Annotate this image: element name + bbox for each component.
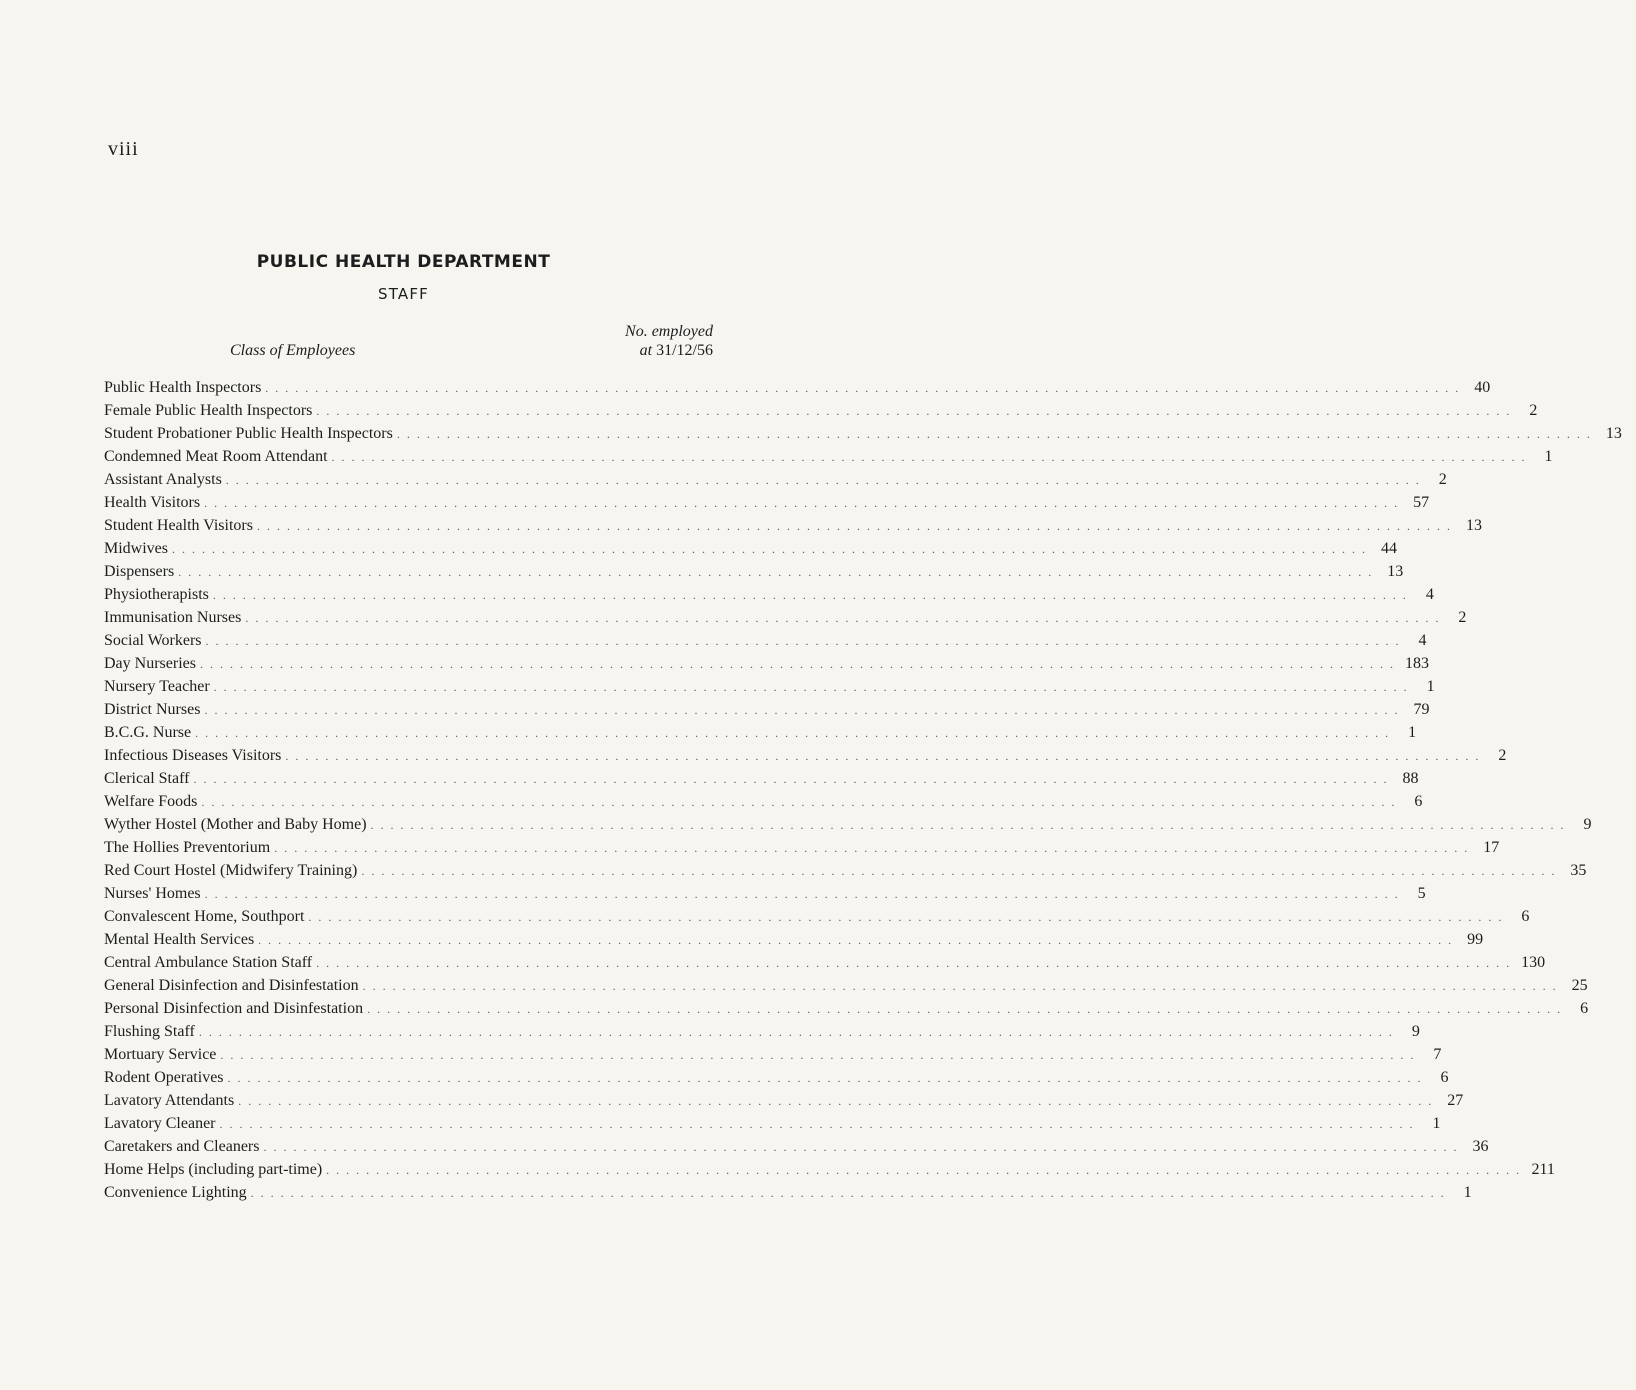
dot-leader: . . . . . . . . . . . . . . . . . . . . . . . . . . . . . . . . . . . . . . . . . . . . . . . . . . . . . . . . . . . . . . . . . . . . . . . . . . . . . . . . . . . . . . . . . . . . . . . . . . . . . . . . . . . . . . . . . . . . . . . .	[204, 703, 1400, 717]
staff-row	[104, 997, 1589, 1020]
dot-leader: . . . . . . . . . . . . . . . . . . . . . . . . . . . . . . . . . . . . . . . . . . . . . . . . . . . . . . . . . . . . . . . . . . . . . . . . . . . . . . . . . . . . . . . . . . . . . . . . . . . . . . . . . . . . . . . . . . . . . . . .	[331, 450, 1527, 464]
count-column-header-at: at	[639, 342, 653, 359]
staff-row	[104, 859, 1587, 882]
staff-class-label: Assistant Analysts	[104, 468, 226, 491]
staff-count: 6	[1580, 1000, 1589, 1017]
staff-row	[104, 1112, 1441, 1135]
staff-class-label: Health Visitors	[104, 491, 204, 514]
staff-count: 35	[1570, 862, 1587, 879]
staff-count: 40	[1474, 379, 1491, 396]
staff-row	[104, 376, 1491, 399]
staff-count: 1	[1432, 1115, 1441, 1132]
staff-count: 88	[1402, 770, 1419, 787]
staff-count: 2	[1498, 747, 1507, 764]
staff-row	[104, 744, 1507, 767]
dot-leader: . . . . . . . . . . . . . . . . . . . . . . . . . . . . . . . . . . . . . . . . . . . . . . . . . . . . . . . . . . . . . . . . . . . . . . . . . . . . . . . . . . . . . . . . . . . . . . . . . . . . . . . . . . . . . . . . . . . . . . . .	[225, 473, 1421, 487]
staff-count: 13	[1387, 563, 1404, 580]
staff-row	[104, 974, 1588, 997]
staff-class-label: Flushing Staff	[104, 1020, 199, 1043]
dot-leader: . . . . . . . . . . . . . . . . . . . . . . . . . . . . . . . . . . . . . . . . . . . . . . . . . . . . . . . . . . . . . . . . . . . . . . . . . . . . . . . . . . . . . . . . . . . . . . . . . . . . . . . . . . . . . . . . . . . . . . . .	[316, 956, 1512, 970]
count-column-header-line1: No. employed	[625, 323, 713, 340]
staff-count: 1	[1426, 678, 1435, 695]
dot-leader: . . . . . . . . . . . . . . . . . . . . . . . . . . . . . . . . . . . . . . . . . . . . . . . . . . . . . . . . . . . . . . . . . . . . . . . . . . . . . . . . . . . . . . . . . . . . . . . . . . . . . . . . . . . . . . . . . . . . . . . .	[193, 772, 1389, 786]
dot-leader: . . . . . . . . . . . . . . . . . . . . . . . . . . . . . . . . . . . . . . . . . . . . . . . . . . . . . . . . . . . . . . . . . . . . . . . . . . . . . . . . . . . . . . . . . . . . . . . . . . . . . . . . . . . . . . . . . . . . . . . .	[274, 841, 1470, 855]
staff-row	[104, 1020, 1420, 1043]
staff-count: 130	[1521, 954, 1546, 971]
staff-count: 2	[1438, 471, 1447, 488]
staff-class-label: Lavatory Attendants	[104, 1089, 238, 1112]
count-column-header-line2	[640, 342, 713, 360]
staff-class-label: Convenience Lighting	[104, 1181, 251, 1204]
staff-class-label: Immunisation Nurses	[104, 606, 245, 629]
staff-class-label: Infectious Diseases Visitors	[104, 744, 285, 767]
dot-leader: . . . . . . . . . . . . . . . . . . . . . . . . . . . . . . . . . . . . . . . . . . . . . . . . . . . . . . . . . . . . . . . . . . . . . . . . . . . . . . . . . . . . . . . . . . . . . . . . . . . . . . . . . . . . . . . . . . . . . . . .	[285, 749, 1481, 763]
dot-leader: . . . . . . . . . . . . . . . . . . . . . . . . . . . . . . . . . . . . . . . . . . . . . . . . . . . . . . . . . . . . . . . . . . . . . . . . . . . . . . . . . . . . . . . . . . . . . . . . . . . . . . . . . . . . . . . . . . . . . . . .	[265, 381, 1461, 395]
section-subtitle: STAFF	[377, 285, 430, 303]
staff-list	[104, 376, 1622, 1204]
dot-leader: . . . . . . . . . . . . . . . . . . . . . . . . . . . . . . . . . . . . . . . . . . . . . . . . . . . . . . . . . . . . . . . . . . . . . . . . . . . . . . . . . . . . . . . . . . . . . . . . . . . . . . . . . . . . . . . . . . . . . . . .	[316, 404, 1512, 418]
dot-leader: . . . . . . . . . . . . . . . . . . . . . . . . . . . . . . . . . . . . . . . . . . . . . . . . . . . . . . . . . . . . . . . . . . . . . . . . . . . . . . . . . . . . . . . . . . . . . . . . . . . . . . . . . . . . . . . . . . . . . . . .	[370, 818, 1566, 832]
staff-count: 99	[1467, 931, 1484, 948]
staff-row	[104, 445, 1553, 468]
staff-row	[104, 399, 1538, 422]
staff-class-label: Physiotherapists	[104, 583, 213, 606]
dot-leader: . . . . . . . . . . . . . . . . . . . . . . . . . . . . . . . . . . . . . . . . . . . . . . . . . . . . . . . . . . . . . . . . . . . . . . . . . . . . . . . . . . . . . . . . . . . . . . . . . . . . . . . . . . . . . . . . . . . . . . . .	[396, 427, 1592, 441]
dot-leader: . . . . . . . . . . . . . . . . . . . . . . . . . . . . . . . . . . . . . . . . . . . . . . . . . . . . . . . . . . . . . . . . . . . . . . . . . . . . . . . . . . . . . . . . . . . . . . . . . . . . . . . . . . . . . . . . . . . . . . . .	[326, 1163, 1522, 1177]
staff-count: 6	[1440, 1069, 1449, 1086]
staff-count: 2	[1458, 609, 1467, 626]
staff-row	[104, 882, 1426, 905]
staff-class-label: Nurses' Homes	[104, 882, 205, 905]
staff-count: 4	[1425, 586, 1434, 603]
dot-leader: . . . . . . . . . . . . . . . . . . . . . . . . . . . . . . . . . . . . . . . . . . . . . . . . . . . . . . . . . . . . . . . . . . . . . . . . . . . . . . . . . . . . . . . . . . . . . . . . . . . . . . . . . . . . . . . . . . . . . . . .	[256, 519, 1452, 533]
staff-class-label: The Hollies Preventorium	[104, 836, 274, 859]
staff-class-label: Central Ambulance Station Staff	[104, 951, 316, 974]
dot-leader: . . . . . . . . . . . . . . . . . . . . . . . . . . . . . . . . . . . . . . . . . . . . . . . . . . . . . . . . . . . . . . . . . . . . . . . . . . . . . . . . . . . . . . . . . . . . . . . . . . . . . . . . . . . . . . . . . . . . . . . .	[308, 910, 1504, 924]
dot-leader: . . . . . . . . . . . . . . . . . . . . . . . . . . . . . . . . . . . . . . . . . . . . . . . . . . . . . . . . . . . . . . . . . . . . . . . . . . . . . . . . . . . . . . . . . . . . . . . . . . . . . . . . . . . . . . . . . . . . . . . .	[205, 634, 1401, 648]
staff-class-label: Personal Disinfection and Disinfestation	[104, 997, 367, 1020]
staff-row	[104, 1043, 1442, 1066]
staff-row	[104, 1135, 1489, 1158]
dot-leader: . . . . . . . . . . . . . . . . . . . . . . . . . . . . . . . . . . . . . . . . . . . . . . . . . . . . . . . . . . . . . . . . . . . . . . . . . . . . . . . . . . . . . . . . . . . . . . . . . . . . . . . . . . . . . . . . . . . . . . . .	[220, 1048, 1416, 1062]
staff-class-label: B.C.G. Nurse	[104, 721, 195, 744]
staff-class-label: Mental Health Services	[104, 928, 258, 951]
staff-row	[104, 1181, 1472, 1204]
staff-count: 7	[1433, 1046, 1442, 1063]
staff-class-label: Wyther Hostel (Mother and Baby Home)	[104, 813, 371, 836]
staff-class-label: Student Health Visitors	[104, 514, 257, 537]
page-number: viii	[108, 138, 139, 160]
dot-leader: . . . . . . . . . . . . . . . . . . . . . . . . . . . . . . . . . . . . . . . . . . . . . . . . . . . . . . . . . . . . . . . . . . . . . . . . . . . . . . . . . . . . . . . . . . . . . . . . . . . . . . . . . . . . . . . . . . . . . . . .	[245, 611, 1441, 625]
staff-row	[104, 606, 1467, 629]
staff-class-label: Day Nurseries	[104, 652, 200, 675]
staff-row	[104, 422, 1622, 445]
dot-leader: . . . . . . . . . . . . . . . . . . . . . . . . . . . . . . . . . . . . . . . . . . . . . . . . . . . . . . . . . . . . . . . . . . . . . . . . . . . . . . . . . . . . . . . . . . . . . . . . . . . . . . . . . . . . . . . . . . . . . . . .	[258, 933, 1454, 947]
staff-count: 1	[1408, 724, 1417, 741]
staff-count: 1	[1463, 1184, 1472, 1201]
staff-row	[104, 652, 1429, 675]
dot-leader: . . . . . . . . . . . . . . . . . . . . . . . . . . . . . . . . . . . . . . . . . . . . . . . . . . . . . . . . . . . . . . . . . . . . . . . . . . . . . . . . . . . . . . . . . . . . . . . . . . . . . . . . . . . . . . . . . . . . . . . .	[250, 1186, 1446, 1200]
staff-count: 2	[1529, 402, 1538, 419]
dot-leader: . . . . . . . . . . . . . . . . . . . . . . . . . . . . . . . . . . . . . . . . . . . . . . . . . . . . . . . . . . . . . . . . . . . . . . . . . . . . . . . . . . . . . . . . . . . . . . . . . . . . . . . . . . . . . . . . . . . . . . . .	[219, 1117, 1415, 1131]
staff-class-label: District Nurses	[104, 698, 204, 721]
staff-count: 6	[1414, 793, 1423, 810]
staff-count: 27	[1447, 1092, 1464, 1109]
dot-leader: . . . . . . . . . . . . . . . . . . . . . . . . . . . . . . . . . . . . . . . . . . . . . . . . . . . . . . . . . . . . . . . . . . . . . . . . . . . . . . . . . . . . . . . . . . . . . . . . . . . . . . . . . . . . . . . . . . . . . . . .	[199, 657, 1395, 671]
staff-row	[104, 905, 1530, 928]
staff-class-label: Clerical Staff	[104, 767, 193, 790]
staff-count: 1	[1544, 448, 1553, 465]
staff-class-label: Red Court Hostel (Midwifery Training)	[104, 859, 361, 882]
staff-row	[104, 1158, 1555, 1181]
dot-leader: . . . . . . . . . . . . . . . . . . . . . . . . . . . . . . . . . . . . . . . . . . . . . . . . . . . . . . . . . . . . . . . . . . . . . . . . . . . . . . . . . . . . . . . . . . . . . . . . . . . . . . . . . . . . . . . . . . . . . . . .	[361, 864, 1557, 878]
staff-row	[104, 790, 1423, 813]
staff-row	[104, 698, 1430, 721]
staff-row	[104, 560, 1404, 583]
staff-count: 4	[1418, 632, 1427, 649]
staff-count: 17	[1483, 839, 1500, 856]
staff-count: 57	[1413, 494, 1430, 511]
dot-leader: . . . . . . . . . . . . . . . . . . . . . . . . . . . . . . . . . . . . . . . . . . . . . . . . . . . . . . . . . . . . . . . . . . . . . . . . . . . . . . . . . . . . . . . . . . . . . . . . . . . . . . . . . . . . . . . . . . . . . . . .	[204, 887, 1400, 901]
staff-count: 79	[1413, 701, 1430, 718]
staff-row	[104, 514, 1482, 537]
staff-count: 6	[1521, 908, 1530, 925]
staff-row	[104, 721, 1417, 744]
dot-leader: . . . . . . . . . . . . . . . . . . . . . . . . . . . . . . . . . . . . . . . . . . . . . . . . . . . . . . . . . . . . . . . . . . . . . . . . . . . . . . . . . . . . . . . . . . . . . . . . . . . . . . . . . . . . . . . . . . . . . . . .	[213, 680, 1409, 694]
staff-row	[104, 468, 1447, 491]
dot-leader: . . . . . . . . . . . . . . . . . . . . . . . . . . . . . . . . . . . . . . . . . . . . . . . . . . . . . . . . . . . . . . . . . . . . . . . . . . . . . . . . . . . . . . . . . . . . . . . . . . . . . . . . . . . . . . . . . . . . . . . .	[195, 726, 1391, 740]
dot-leader: . . . . . . . . . . . . . . . . . . . . . . . . . . . . . . . . . . . . . . . . . . . . . . . . . . . . . . . . . . . . . . . . . . . . . . . . . . . . . . . . . . . . . . . . . . . . . . . . . . . . . . . . . . . . . . . . . . . . . . . .	[198, 1025, 1394, 1039]
staff-row	[104, 583, 1434, 606]
staff-class-label: Nursery Teacher	[104, 675, 214, 698]
staff-class-label: Welfare Foods	[104, 790, 201, 813]
staff-class-label: Midwives	[104, 537, 172, 560]
staff-class-label: Social Workers	[104, 629, 206, 652]
staff-count: 13	[1465, 517, 1482, 534]
staff-class-label: Female Public Health Inspectors	[104, 399, 316, 422]
dot-leader: . . . . . . . . . . . . . . . . . . . . . . . . . . . . . . . . . . . . . . . . . . . . . . . . . . . . . . . . . . . . . . . . . . . . . . . . . . . . . . . . . . . . . . . . . . . . . . . . . . . . . . . . . . . . . . . . . . . . . . . .	[201, 795, 1397, 809]
staff-class-label: Caretakers and Cleaners	[104, 1135, 263, 1158]
dot-leader: . . . . . . . . . . . . . . . . . . . . . . . . . . . . . . . . . . . . . . . . . . . . . . . . . . . . . . . . . . . . . . . . . . . . . . . . . . . . . . . . . . . . . . . . . . . . . . . . . . . . . . . . . . . . . . . . . . . . . . . .	[227, 1071, 1423, 1085]
staff-count: 9	[1411, 1023, 1420, 1040]
staff-class-label: General Disinfection and Disinfestation	[104, 974, 363, 997]
staff-row	[104, 928, 1484, 951]
staff-count: 36	[1472, 1138, 1489, 1155]
staff-row	[104, 1089, 1464, 1112]
staff-count: 13	[1605, 425, 1622, 442]
staff-row	[104, 767, 1419, 790]
dot-leader: . . . . . . . . . . . . . . . . . . . . . . . . . . . . . . . . . . . . . . . . . . . . . . . . . . . . . . . . . . . . . . . . . . . . . . . . . . . . . . . . . . . . . . . . . . . . . . . . . . . . . . . . . . . . . . . . . . . . . . . .	[263, 1140, 1459, 1154]
dot-leader: . . . . . . . . . . . . . . . . . . . . . . . . . . . . . . . . . . . . . . . . . . . . . . . . . . . . . . . . . . . . . . . . . . . . . . . . . . . . . . . . . . . . . . . . . . . . . . . . . . . . . . . . . . . . . . . . . . . . . . . .	[212, 588, 1408, 602]
staff-class-label: Lavatory Cleaner	[104, 1112, 220, 1135]
dot-leader: . . . . . . . . . . . . . . . . . . . . . . . . . . . . . . . . . . . . . . . . . . . . . . . . . . . . . . . . . . . . . . . . . . . . . . . . . . . . . . . . . . . . . . . . . . . . . . . . . . . . . . . . . . . . . . . . . . . . . . . .	[362, 979, 1558, 993]
staff-count: 211	[1531, 1161, 1555, 1178]
staff-row	[104, 675, 1435, 698]
count-column-header-date: 31/12/56	[656, 342, 713, 359]
staff-row	[104, 836, 1500, 859]
staff-class-label: Convalescent Home, Southport	[104, 905, 308, 928]
staff-class-label: Condemned Meat Room Attendant	[104, 445, 332, 468]
staff-class-label: Mortuary Service	[104, 1043, 220, 1066]
page-title: PUBLIC HEALTH DEPARTMENT	[256, 252, 551, 272]
staff-row	[104, 1066, 1449, 1089]
staff-row	[104, 491, 1430, 514]
staff-count: 44	[1381, 540, 1397, 557]
staff-count: 5	[1417, 885, 1426, 902]
staff-class-label: Home Helps (including part-time)	[104, 1158, 326, 1181]
staff-row	[104, 813, 1592, 836]
staff-class-label: Rodent Operatives	[104, 1066, 228, 1089]
staff-count: 25	[1571, 977, 1588, 994]
staff-row	[104, 629, 1427, 652]
staff-row	[104, 537, 1397, 560]
staff-class-label: Dispensers	[104, 560, 178, 583]
staff-count: 9	[1583, 816, 1592, 833]
dot-leader: . . . . . . . . . . . . . . . . . . . . . . . . . . . . . . . . . . . . . . . . . . . . . . . . . . . . . . . . . . . . . . . . . . . . . . . . . . . . . . . . . . . . . . . . . . . . . . . . . . . . . . . . . . . . . . . . . . . . . . . .	[204, 496, 1400, 510]
class-column-header: Class of Employees	[230, 342, 356, 359]
staff-class-label: Public Health Inspectors	[104, 376, 265, 399]
dot-leader: . . . . . . . . . . . . . . . . . . . . . . . . . . . . . . . . . . . . . . . . . . . . . . . . . . . . . . . . . . . . . . . . . . . . . . . . . . . . . . . . . . . . . . . . . . . . . . . . . . . . . . . . . . . . . . . . . . . . . . . .	[178, 565, 1374, 579]
staff-count: 183	[1404, 655, 1429, 672]
dot-leader: . . . . . . . . . . . . . . . . . . . . . . . . . . . . . . . . . . . . . . . . . . . . . . . . . . . . . . . . . . . . . . . . . . . . . . . . . . . . . . . . . . . . . . . . . . . . . . . . . . . . . . . . . . . . . . . . . . . . . . . .	[238, 1094, 1434, 1108]
staff-row	[104, 951, 1546, 974]
staff-class-label: Student Probationer Public Health Inspectors	[104, 422, 397, 445]
dot-leader: . . . . . . . . . . . . . . . . . . . . . . . . . . . . . . . . . . . . . . . . . . . . . . . . . . . . . . . . . . . . . . . . . . . . . . . . . . . . . . . . . . . . . . . . . . . . . . . . . . . . . . . . . . . . . . . . . . . . . . . .	[172, 542, 1367, 556]
dot-leader: . . . . . . . . . . . . . . . . . . . . . . . . . . . . . . . . . . . . . . . . . . . . . . . . . . . . . . . . . . . . . . . . . . . . . . . . . . . . . . . . . . . . . . . . . . . . . . . . . . . . . . . . . . . . . . . . . . . . . . . .	[367, 1002, 1563, 1016]
